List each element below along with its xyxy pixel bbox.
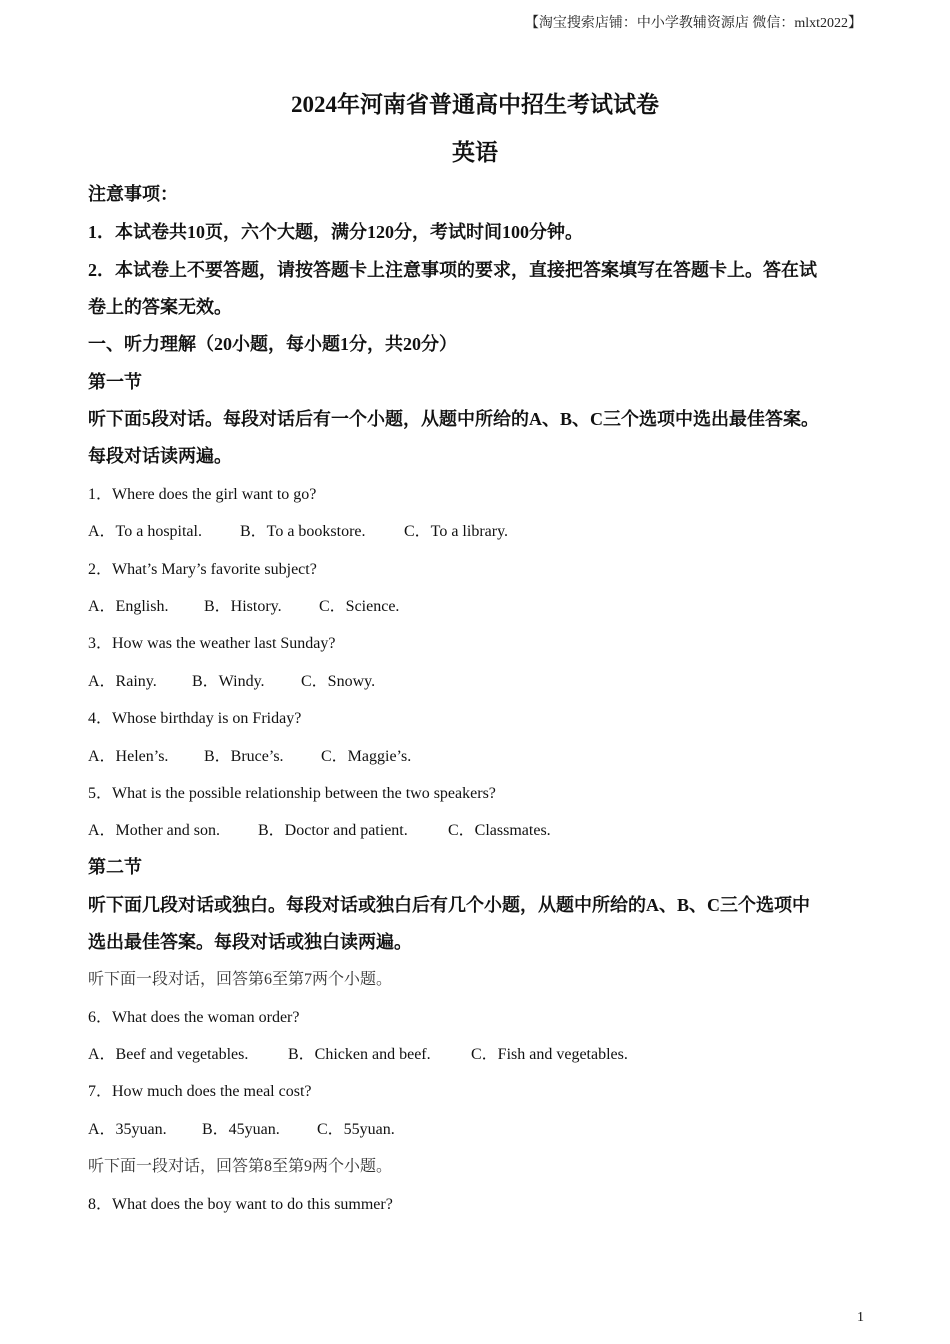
- section2-instruction-line2: 选出最佳答案。每段对话或独白读两遍。: [88, 932, 412, 952]
- option-a: A．Helen’s.: [88, 748, 169, 765]
- option-a: A．Mother and son.: [88, 822, 220, 839]
- section1-heading: 第一节: [88, 372, 142, 392]
- question-7: 7．How much does the meal cost?: [88, 1083, 312, 1100]
- option-b: B．Bruce’s.: [204, 748, 284, 765]
- option-a: A．Beef and vegetables.: [88, 1046, 249, 1063]
- section2-heading: 第二节: [88, 857, 142, 877]
- notice-heading: 注意事项：: [88, 184, 178, 204]
- question-3-options: [88, 668, 864, 691]
- question-6: 6．What does the woman order?: [88, 1009, 300, 1026]
- question-3: 3．How was the weather last Sunday?: [88, 635, 336, 652]
- subject-title: 英语: [452, 140, 498, 165]
- option-a: A．Rainy.: [88, 673, 157, 690]
- option-c: C．55yuan.: [317, 1121, 395, 1138]
- option-c: C．To a library.: [404, 523, 509, 540]
- dialogue-1-intro: 听下面一段对话，回答第6至第7两个小题。: [88, 971, 393, 988]
- option-b: B．Chicken and beef.: [288, 1046, 431, 1063]
- exam-title: 2024年河南省普通高中招生考试试卷: [291, 92, 659, 117]
- section1-instruction-line1: 听下面5段对话。每段对话后有一个小题，从题中所给的A、B、C三个选项中选出最佳答案。: [88, 409, 819, 429]
- option-b: B．45yuan.: [202, 1121, 280, 1138]
- question-1: 1．Where does the girl want to go?: [88, 486, 317, 503]
- page-number: 1: [857, 1310, 864, 1325]
- option-b: B．To a bookstore.: [240, 523, 366, 540]
- question-8: 8．What does the boy want to do this summer?: [88, 1196, 393, 1213]
- question-6-options: [88, 1041, 864, 1064]
- question-7-options: [88, 1116, 864, 1139]
- option-c: C．Snowy.: [301, 673, 376, 690]
- section2-instruction-line1: 听下面几段对话或独白。每段对话或独白后有几个小题，从题中所给的A、B、C三个选项中: [88, 895, 810, 915]
- option-a: A．35yuan.: [88, 1121, 167, 1138]
- section1-instruction-line2: 每段对话读两遍。: [88, 446, 232, 466]
- option-c: C．Classmates.: [448, 822, 551, 839]
- notice-item-1: 1．本试卷共10页，六个大题，满分120分，考试时间100分钟。: [88, 222, 583, 242]
- question-2: 2．What’s Mary’s favorite subject?: [88, 561, 317, 578]
- question-4-options: [88, 743, 864, 766]
- question-1-options: [88, 518, 864, 541]
- option-b: B．Doctor and patient.: [258, 822, 408, 839]
- question-2-options: [88, 593, 864, 616]
- option-a: A．To a hospital.: [88, 523, 202, 540]
- question-5: 5．What is the possible relationship between the two speakers?: [88, 785, 496, 802]
- header-note: 【淘宝搜索店铺：中小学教辅资源店 微信：mlxt2022】: [524, 16, 862, 31]
- question-4: 4．Whose birthday is on Friday?: [88, 710, 302, 727]
- part1-heading: 一、听力理解（20小题，每小题1分，共20分）: [88, 334, 457, 354]
- notice-item-2-line1: 2．本试卷上不要答题，请按答题卡上注意事项的要求，直接把答案填写在答题卡上。答在试: [88, 260, 817, 280]
- question-5-options: [88, 817, 864, 840]
- option-c: C．Fish and vegetables.: [471, 1046, 628, 1063]
- option-a: A．English.: [88, 598, 169, 615]
- option-c: C．Science.: [319, 598, 400, 615]
- notice-item-2-line2: 卷上的答案无效。: [88, 297, 232, 317]
- option-b: B．Windy.: [192, 673, 265, 690]
- dialogue-2-intro: 听下面一段对话，回答第8至第9两个小题。: [88, 1158, 393, 1175]
- option-b: B．History.: [204, 598, 282, 615]
- option-c: C．Maggie’s.: [321, 748, 412, 765]
